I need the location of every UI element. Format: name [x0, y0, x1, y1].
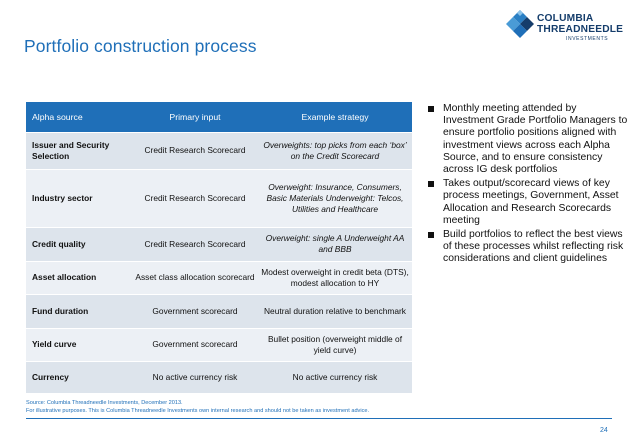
table-header-row	[26, 102, 412, 132]
page-number: 24	[600, 427, 608, 434]
table-row	[26, 227, 412, 261]
cell-primary-input: Government scorecard	[132, 328, 258, 361]
header-alpha-source: Alpha source	[26, 102, 132, 132]
cell-primary-input: Credit Research Scorecard	[132, 227, 258, 261]
disclaimer-line: For illustrative purposes. This is Columbia Threadneedle Investments own internal research and should not be taken as investment advice.	[26, 407, 370, 414]
logo-line-2: THREADNEEDLE	[537, 24, 624, 35]
bullet-text: Monthly meeting attended by Investment Grade Portfolio Managers to ensure portfolio positions aligned with investment views across each Alpha Source, and to ensure consistency across IG desk portfolios	[443, 103, 628, 176]
process-bullet-list	[424, 103, 630, 268]
bullet-item	[424, 103, 630, 176]
cell-primary-input: Credit Research Scorecard	[132, 132, 258, 169]
bullet-square-icon	[428, 181, 434, 187]
alpha-source-table	[26, 102, 412, 393]
cell-primary-input: Asset class allocation scorecard	[132, 261, 258, 294]
cell-primary-input: No active currency risk	[132, 361, 258, 393]
bullet-text: Build portfolios to reflect the best views of these processes whilst reflecting risk considerations and client guidelines	[443, 229, 624, 265]
header-primary-input: Primary input	[132, 102, 258, 132]
logo-line-1: COLUMBIA	[537, 13, 594, 24]
logo-subtitle: INVESTMENTS	[566, 36, 609, 42]
bullet-text: Takes output/scorecard views of key process meetings, Government, Asset Allocation and Research Scorecards meeting	[443, 178, 619, 226]
cell-example-strategy: Bullet position (overweight middle of yield curve)	[258, 328, 412, 361]
table-row	[26, 261, 412, 294]
page-title: Portfolio construction process	[24, 36, 257, 56]
cell-example-strategy: Overweights: top picks from each ‘box’ on the Credit Scorecard	[258, 132, 412, 169]
logo-mark-icon	[505, 9, 535, 39]
bullet-item	[424, 229, 630, 266]
cell-primary-input: Credit Research Scorecard	[132, 169, 258, 227]
footer-divider	[26, 418, 612, 419]
source-line: Source: Columbia Threadneedle Investments, December 2013.	[26, 400, 183, 406]
table-row	[26, 132, 412, 169]
bullet-square-icon	[428, 106, 434, 112]
cell-alpha-source: Credit quality	[26, 227, 132, 261]
table-row	[26, 361, 412, 393]
cell-example-strategy: Overweight: Insurance, Consumers, Basic Materials Underweight: Telcos, Utilities and Healthcare	[258, 169, 412, 227]
table-row	[26, 294, 412, 328]
header-example-strategy: Example strategy	[258, 102, 412, 132]
logo-wordmark	[537, 13, 623, 35]
cell-alpha-source: Industry sector	[26, 169, 132, 227]
cell-alpha-source: Currency	[26, 361, 132, 393]
cell-alpha-source: Yield curve	[26, 328, 132, 361]
cell-example-strategy: Modest overweight in credit beta (DTS), modest allocation to HY	[258, 261, 412, 294]
company-logo	[505, 9, 630, 49]
cell-example-strategy: No active currency risk	[258, 361, 412, 393]
cell-alpha-source: Asset allocation	[26, 261, 132, 294]
cell-primary-input: Government scorecard	[132, 294, 258, 328]
cell-alpha-source: Fund duration	[26, 294, 132, 328]
cell-example-strategy: Overweight: single A Underweight AA and BBB	[258, 227, 412, 261]
bullet-item	[424, 178, 630, 227]
table-row	[26, 169, 412, 227]
cell-example-strategy: Neutral duration relative to benchmark	[258, 294, 412, 328]
table-row	[26, 328, 412, 361]
cell-alpha-source: Issuer and Security Selection	[26, 132, 132, 169]
bullet-square-icon	[428, 232, 434, 238]
source-note	[26, 400, 369, 415]
